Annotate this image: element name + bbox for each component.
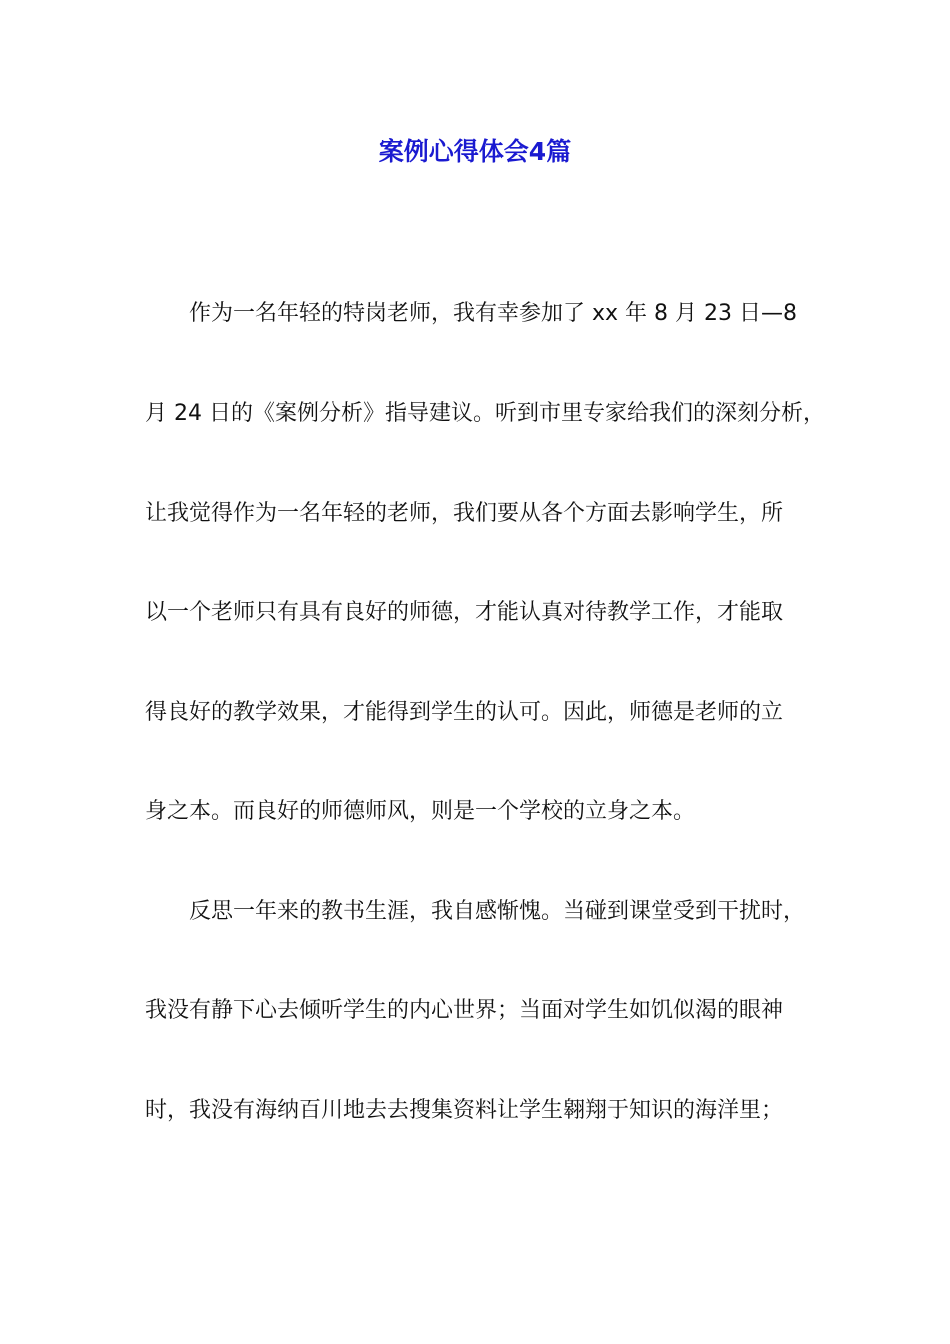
- paragraph-2-line-1: 反思一年来的教书生涯，我自感惭愧。当碰到课堂受到干扰时，: [189, 899, 806, 924]
- paragraph-1-line-3: 让我觉得作为一名年轻的老师，我们要从各个方面去影响学生，所: [145, 501, 784, 526]
- paragraph-2-line-2: 我没有静下心去倾听学生的内心世界；当面对学生如饥似渴的眼神: [145, 998, 784, 1023]
- paragraph-1-line-6: 身之本。而良好的师德师风，则是一个学校的立身之本。: [145, 799, 696, 824]
- paragraph-1-line-4: 以一个老师只有具有良好的师德，才能认真对待教学工作，才能取: [145, 600, 784, 625]
- page-title: 案例心得体会4篇: [378, 137, 572, 166]
- paragraph-1-line-2: 月 24 日的《案例分析》指导建议。听到市里专家给我们的深刻分析，: [145, 401, 825, 426]
- paragraph-2-line-3: 时，我没有海纳百川地去去搜集资料让学生翱翔于知识的海洋里；: [145, 1098, 784, 1123]
- paragraph-1-line-5: 得良好的教学效果，才能得到学生的认可。因此，师德是老师的立: [145, 700, 784, 725]
- paragraph-1-line-1: 作为一名年轻的特岗老师，我有幸参加了 xx 年 8 月 23 日—8: [189, 301, 797, 326]
